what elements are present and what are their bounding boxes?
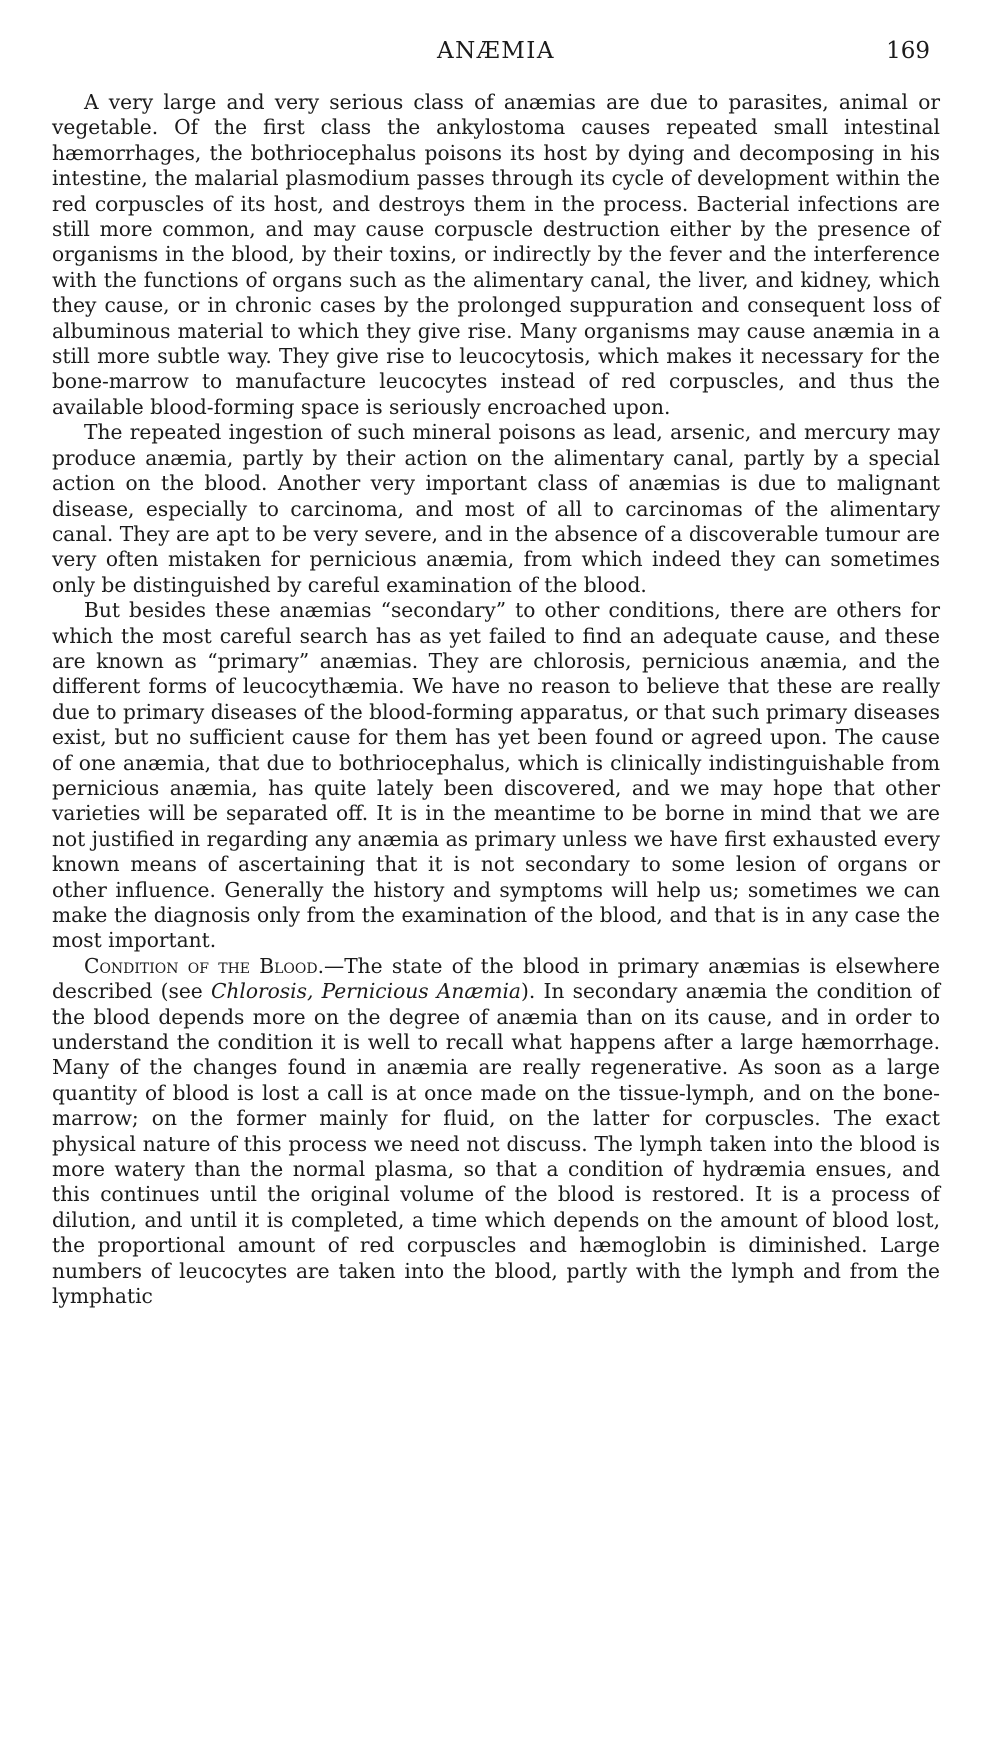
paragraph-parasites: A very large and very serious class of anæmias are due to parasites, animal or vegetable. Of the first class the ankylostoma causes repeated small intestinal hæmorrhages, the bothriocephalus poisons its host by dying and decomposing in his intestine, the malarial plasmodium passes through its cycle of development within the red corpuscles of its host, and destroys them in the process. Bacterial infections are still more common, and may cause corpuscle destruction either by the presence of organisms in the blood, by their toxins, or indirectly by the fever and the interference with the functions of organs such as the alimentary canal, the liver, and kidney, which they cause, or in chronic cases by the prolonged suppuration and consequent loss of albuminous material to which they give rise. Many organisms may cause anæmia in a still more subtle way. They give rise to leucocytosis, which makes it necessary for the bone-marrow to manufacture leucocytes instead of red corpuscles, and thus the available blood-forming space is seriously encroached upon. [52,90,940,419]
running-head [52,38,940,76]
italic-cross-reference: Chlorosis, Pernicious Anæmia [210,979,521,1004]
paragraph-condition-of-blood [52,954,940,1310]
running-title: ANÆMIA [436,38,555,64]
paragraph-primary-anaemias: But besides these anæmias “secondary” to other conditions, there are others for which the most careful search has as yet failed to find an adequate cause, and these are known as “primary” anæmias. They are chlorosis, pernicious anæmia, and the different forms of leucocythæmia. We have no reason to believe that these are really due to primary diseases of the blood-forming apparatus, or that such primary diseases exist, but no sufficient cause for them has yet been found or agreed upon. The cause of one anæmia, that due to bothriocephalus, which is clinically indistinguishable from pernicious anæmia, has quite lately been discovered, and we may hope that other varieties will be separated off. It is in the meantime to be borne in mind that we are not justified in regarding any anæmia as primary unless we have first exhausted every known means of ascertaining that it is not secondary to some lesion of organs or other influence. Generally the history and symptoms will help us; sometimes we can make the diagnosis only from the examination of the blood, and that is in any case the most important. [52,598,940,953]
paragraph-mineral-poisons: The repeated ingestion of such mineral poisons as lead, arsenic, and mercury may produce anæmia, partly by their action on the alimentary canal, partly by a special action on the blood. Another very important class of anæmias is due to malignant disease, especially to carcinoma, and most of all to carcinomas of the alimentary canal. They are apt to be very severe, and in the absence of a discoverable tumour are very often mistaken for pernicious anæmia, from which indeed they can sometimes only be distinguished by careful examination of the blood. [52,420,940,597]
page-number: 169 [886,38,930,64]
book-page [52,38,940,1310]
body-text [52,90,940,1310]
paragraph-text-part-b: ). In secondary anæmia the condition of the blood depends more on the degree of anæmia than on its cause, and in order to understand the condition it is well to recall what happens after a large hæmorrhage. Many of the changes found in anæmia are really regenerative. As soon as a large quantity of blood is lost a call is at once made on the tissue-lymph, and on the bone-marrow; on the former mainly for fluid, on the latter for corpuscles. The exact physical nature of this process we need not discuss. The lymph taken into the blood is more watery than the normal plasma, so that a condition of hydræmia ensues, and this continues until the original volume of the blood is restored. It is a process of dilution, and until it is completed, a time which depends on the amount of blood lost, the proportional amount of red corpuscles and hæmoglobin is diminished. Large numbers of leucocytes are taken into the blood, partly with the lymph and from the lymphatic [52,979,941,1309]
paragraph-text-part-a: —The state of the blood in primary anæmias is elsewhere described (see [52,953,940,1004]
section-lead-heading: Condition of the Blood. [84,953,325,978]
